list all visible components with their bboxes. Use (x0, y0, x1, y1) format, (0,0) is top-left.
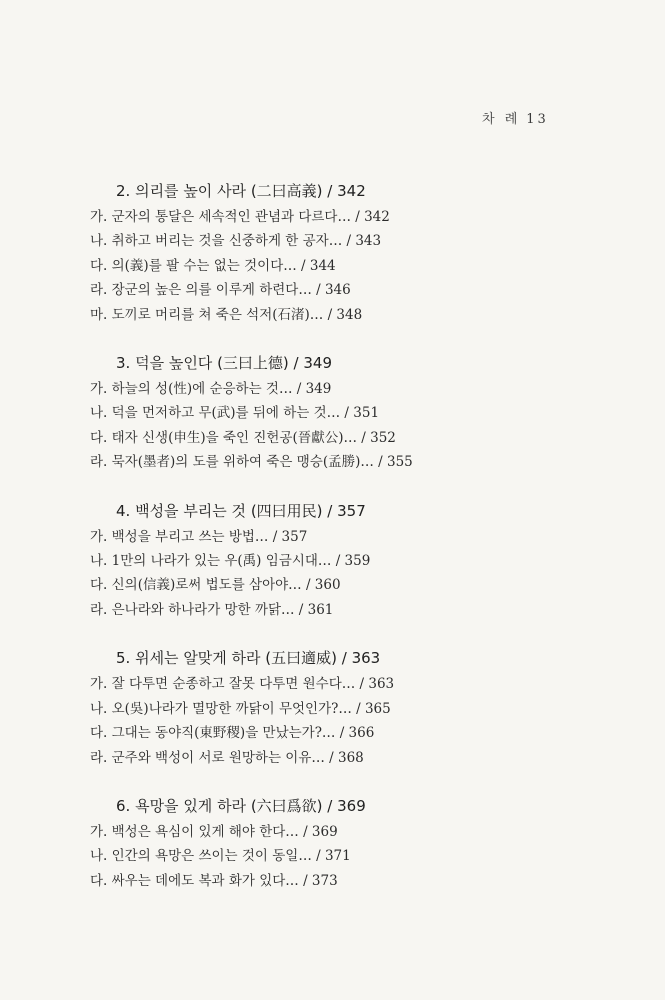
toc-entry: 가. 잘 다투면 순종하고 잘못 다투면 원수다… / 363 (90, 676, 395, 693)
toc-entry: 나. 취하고 버리는 것을 신중하게 한 공자… / 343 (90, 233, 382, 250)
toc-entry: 가. 군자의 통달은 세속적인 관념과 다르다… / 342 (90, 209, 390, 225)
toc-entry: 나. 1만의 나라가 있는 우(禹) 임금시대… / 359 (90, 553, 371, 570)
running-head-label: 차 례 (482, 112, 521, 127)
toc-entry: 다. 의(義)를 팔 수는 없는 것이다… / 344 (90, 257, 336, 274)
toc-entry: 다. 신의(信義)로써 법도를 삼아야… / 360 (90, 577, 341, 594)
toc-section-2 (90, 177, 610, 327)
toc-section-5 (90, 644, 610, 770)
section-heading: 6. 욕망을 있게 하라 (六曰爲欲) / 369 (116, 796, 366, 815)
toc-entry: 나. 인간의 욕망은 쓰이는 것이 동일… / 371 (90, 848, 351, 865)
toc-entry: 나. 오(吳)나라가 멸망한 까닭이 무엇인가?… / 365 (90, 700, 391, 717)
toc-section-4 (90, 497, 610, 623)
toc-entry: 다. 태자 신생(申生)을 죽인 진헌공(晉獻公)… / 352 (90, 429, 396, 446)
section-heading: 3. 덕을 높인다 (三曰上德) / 349 (116, 354, 332, 373)
table-of-contents (90, 177, 610, 915)
toc-entry: 가. 백성은 욕심이 있게 해야 한다… / 369 (90, 823, 338, 840)
toc-entry: 가. 백성을 부리고 쓰는 방법… / 357 (90, 528, 308, 545)
section-heading: 4. 백성을 부리는 것 (四曰用民) / 357 (116, 501, 366, 520)
toc-entry: 라. 묵자(墨者)의 도를 위하여 죽은 맹승(孟勝)… / 355 (90, 454, 413, 471)
toc-entry: 다. 싸우는 데에도 복과 화가 있다… / 373 (90, 872, 338, 889)
toc-section-3 (90, 349, 610, 475)
toc-section-6 (90, 792, 610, 893)
page-number: 13 (526, 112, 549, 127)
section-heading: 2. 의리를 높이 사라 (二曰高義) / 342 (116, 182, 366, 200)
toc-entry: 다. 그대는 동야직(東野稷)을 만났는가?… / 366 (90, 725, 375, 742)
toc-entry: 라. 장군의 높은 의를 이루게 하련다… / 346 (90, 282, 351, 299)
toc-entry: 가. 하늘의 성(性)에 순응하는 것… / 349 (90, 381, 332, 398)
section-heading: 5. 위세는 알맞게 하라 (五曰適威) / 363 (116, 649, 381, 668)
toc-entry: 마. 도끼로 머리를 쳐 죽은 석저(石渚)… / 348 (90, 306, 363, 323)
toc-entry: 라. 군주와 백성이 서로 원망하는 이유… / 368 (90, 749, 364, 766)
toc-entry: 나. 덕을 먼저하고 무(武)를 뒤에 하는 것… / 351 (90, 405, 380, 422)
running-head (482, 108, 549, 127)
toc-entry: 라. 은나라와 하나라가 망한 까닭… / 361 (90, 601, 334, 618)
